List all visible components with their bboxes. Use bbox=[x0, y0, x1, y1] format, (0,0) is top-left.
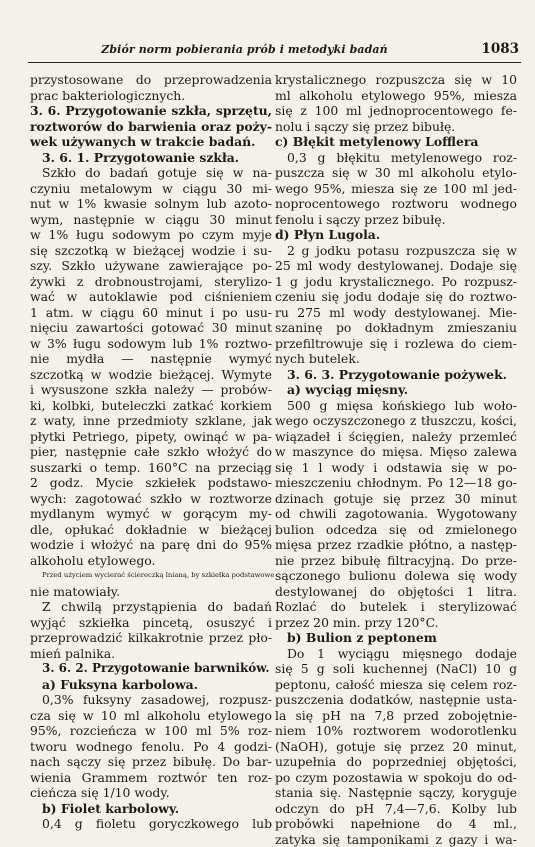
text-line: przeprowadzić kilkakrotnie przez pło- bbox=[30, 630, 272, 646]
text-line: wodzie i włożyć na parę dni do 95% bbox=[30, 537, 272, 553]
text-line: peptonu, całość miesza się celem roz- bbox=[275, 677, 517, 693]
text-line: 1 g jodu krystalicznego. Po rozpusz- bbox=[275, 274, 517, 290]
text-line: żywki z drobnoustrojami, sterylizo- bbox=[30, 274, 272, 290]
text-line: puszcza się w 30 ml alkoholu etylo- bbox=[275, 165, 517, 181]
left-column bbox=[30, 72, 272, 832]
page-number: 1083 bbox=[481, 41, 519, 57]
text-line: sączonego bulionu dolewa się wody bbox=[275, 568, 517, 584]
text-line: i wysuszone szkła należy — probów- bbox=[30, 382, 272, 398]
text-line: 0,3% fuksyny zasadowej, rozpusz- bbox=[30, 692, 272, 708]
text-line: destylowanej do objętości 1 litra. bbox=[275, 584, 517, 600]
text-line: czyniu metalowym w ciągu 30 mi- bbox=[30, 181, 272, 197]
text-line: b) Fiolet karbolowy. bbox=[30, 801, 272, 817]
text-line: nach sączy się przez bibułę. Do bar- bbox=[30, 754, 272, 770]
text-line: stania się. Następnie sączy, koryguje bbox=[275, 785, 517, 801]
text-line: suszarki o temp. 160°C na przeciąg bbox=[30, 460, 272, 476]
text-line: c) Błękit metylenowy Lofflera bbox=[275, 134, 517, 150]
text-line: płytki Petriego, pipety, owinąć w pa- bbox=[30, 429, 272, 445]
text-line: tworu wodnego fenolu. Po 4 godzi- bbox=[30, 739, 272, 755]
text-line: się z 100 ml jednoprocentowego fe- bbox=[275, 103, 517, 119]
text-line: fenolu i sączy przez bibułę. bbox=[275, 212, 517, 228]
text-line: ki, kolbki, buteleczki zatkać korkiem bbox=[30, 398, 272, 414]
text-line: odczyn do pH 7,4—7,6. Kolby lub bbox=[275, 801, 517, 817]
text-line: zatyka się tamponikami z gazy i wa- bbox=[275, 832, 517, 847]
text-line: Przed użyciem wycierać ściereczką lnianą, by szkiełka podstawowe bbox=[30, 568, 272, 584]
text-line: nie mydła — następnie wymyć bbox=[30, 351, 272, 367]
text-line: a) wyciąg mięsny. bbox=[275, 382, 517, 398]
text-line: puszczenia dodatków, następnie usta- bbox=[275, 692, 517, 708]
text-line: wym, następnie w ciągu 30 minut bbox=[30, 212, 272, 228]
text-line: wyjąć szkiełka pincetą, osuszyć i bbox=[30, 615, 272, 631]
text-line: Szkło do badań gotuje się w na- bbox=[30, 165, 272, 181]
text-line: 0,4 g fioletu goryczkowego lub bbox=[30, 816, 272, 832]
text-line: (NaOH), gotuje się przez 20 minut, bbox=[275, 739, 517, 755]
text-line: w maszynce do mięsa. Mięso zalewa bbox=[275, 444, 517, 460]
text-line: ml alkoholu etylowego 95%, miesza bbox=[275, 88, 517, 104]
text-line: a) Fuksyna karbolowa. bbox=[30, 677, 272, 693]
text-line: Do 1 wyciągu mięsnego dodaje bbox=[275, 646, 517, 662]
text-line: czeniu się jodu dodaje się do roztwo- bbox=[275, 289, 517, 305]
text-line: alkoholu etylowego. bbox=[30, 553, 272, 569]
text-line: 0,3 g błękitu metylenowego roz- bbox=[275, 150, 517, 166]
text-line: szczotką w wodzie bieżącej. Wymyte bbox=[30, 367, 272, 383]
text-line: d) Płyn Lugola. bbox=[275, 227, 517, 243]
text-line: noprocentowego roztworu wodnego bbox=[275, 196, 517, 212]
text-line: 2 g jodku potasu rozpuszcza się w bbox=[275, 243, 517, 259]
text-line: krystalicznego rozpuszcza się w 10 bbox=[275, 72, 517, 88]
text-line: po czym pozostawia w spokoju do od- bbox=[275, 770, 517, 786]
text-line: prac bakteriologicznych. bbox=[30, 88, 272, 104]
text-line: mień palnika. bbox=[30, 646, 272, 662]
text-line: w 1% ługu sodowym po czym myje bbox=[30, 227, 272, 243]
text-line: mydlanym wymyć w gorącym my- bbox=[30, 506, 272, 522]
text-line: szaninę po dokładnym zmieszaniu bbox=[275, 320, 517, 336]
text-line: od chwili zagotowania. Wygotowany bbox=[275, 506, 517, 522]
text-line: się 1 l wody i odstawia się w po- bbox=[275, 460, 517, 476]
running-header bbox=[28, 40, 521, 63]
text-line: pier, następnie całe szkło włożyć do bbox=[30, 444, 272, 460]
text-line: nie matowiały. bbox=[30, 584, 272, 600]
text-line: bulion odcedza się od zmielonego bbox=[275, 522, 517, 538]
text-line: wych: zagotować szkło w roztworze bbox=[30, 491, 272, 507]
text-line: roztworów do barwienia oraz poży- bbox=[30, 119, 272, 135]
text-line: wego 95%, miesza się ze 100 ml jed- bbox=[275, 181, 517, 197]
text-line: mięsa przez rzadkie płótno, a następ- bbox=[275, 537, 517, 553]
text-line: się 5 g soli kuchennej (NaCl) 10 g bbox=[275, 661, 517, 677]
text-line: b) Bulion z peptonem bbox=[275, 630, 517, 646]
text-line: wek używanych w trakcie badań. bbox=[30, 134, 272, 150]
text-line: uzupełnia do poprzedniej objętości, bbox=[275, 754, 517, 770]
text-line: Z chwilą przystąpienia do badań bbox=[30, 599, 272, 615]
text-line: Rozlać do butelek i sterylizować bbox=[275, 599, 517, 615]
text-line: 1 atm. w ciągu 60 minut i po usu- bbox=[30, 305, 272, 321]
text-line: się szczotką w bieżącej wodzie i su- bbox=[30, 243, 272, 259]
text-line: nolu i sączy się przez bibułę. bbox=[275, 119, 517, 135]
text-line: ru 275 ml wody destylowanej. Mie- bbox=[275, 305, 517, 321]
text-line: cieńcza się 1/10 wody. bbox=[30, 785, 272, 801]
text-line: wać w autoklawie pod ciśnieniem bbox=[30, 289, 272, 305]
text-line: nięciu zawartości gotować 30 minut bbox=[30, 320, 272, 336]
text-line: wienia Grammem roztwór ten roz- bbox=[30, 770, 272, 786]
text-line: w 3% ługu sodowym lub 1% roztwo- bbox=[30, 336, 272, 352]
text-line: mieszczeniu chłodnym. Po 12—18 go- bbox=[275, 475, 517, 491]
text-line: dzinach gotuje się przez 30 minut bbox=[275, 491, 517, 507]
text-line: nie przez bibułę filtracyjną. Do prze- bbox=[275, 553, 517, 569]
text-line: dle, opłukać dokładnie w bieżącej bbox=[30, 522, 272, 538]
text-line: przystosowane do przeprowadzenia bbox=[30, 72, 272, 88]
text-line: 3. 6. 3. Przygotowanie pożywek. bbox=[275, 367, 517, 383]
right-column bbox=[275, 72, 517, 847]
text-line: nych butelek. bbox=[275, 351, 517, 367]
text-line: przez 20 min. przy 120°C. bbox=[275, 615, 517, 631]
header-title: Zbiór norm pobierania prób i metodyki badań bbox=[28, 43, 461, 56]
text-line: 500 g mięsa końskiego lub woło- bbox=[275, 398, 517, 414]
text-line: wego oczyszczonego z tłuszczu, kości, bbox=[275, 413, 517, 429]
text-line: z waty, inne przedmioty szklane, jak bbox=[30, 413, 272, 429]
text-line: 25 ml wody destylowanej. Dodaje się bbox=[275, 258, 517, 274]
text-line: 95%, rozcieńcza w 100 ml 5% roz- bbox=[30, 723, 272, 739]
text-line: 2 godz. Mycie szkiełek podstawo- bbox=[30, 475, 272, 491]
text-line: la się pH na 7,8 przed zobojętnie- bbox=[275, 708, 517, 724]
text-line: probówki napełnione do 4 ml., bbox=[275, 816, 517, 832]
text-line: niem 10% roztworem wodorotlenku bbox=[275, 723, 517, 739]
text-line: 3. 6. 1. Przygotowanie szkła. bbox=[30, 150, 272, 166]
text-line: szy. Szkło używane zawierające po- bbox=[30, 258, 272, 274]
text-line: 3. 6. Przygotowanie szkła, sprzętu, bbox=[30, 103, 272, 119]
text-line: 3. 6. 2. Przygotowanie barwników. bbox=[30, 661, 272, 677]
text-line: przefiltrowuje się i rozlewa do ciem- bbox=[275, 336, 517, 352]
text-line: nut w 1% kwasie solnym lub azoto- bbox=[30, 196, 272, 212]
text-line: cza się w 10 ml alkoholu etylowego bbox=[30, 708, 272, 724]
text-line: wiązadeł i ścięgien, należy przemleć bbox=[275, 429, 517, 445]
